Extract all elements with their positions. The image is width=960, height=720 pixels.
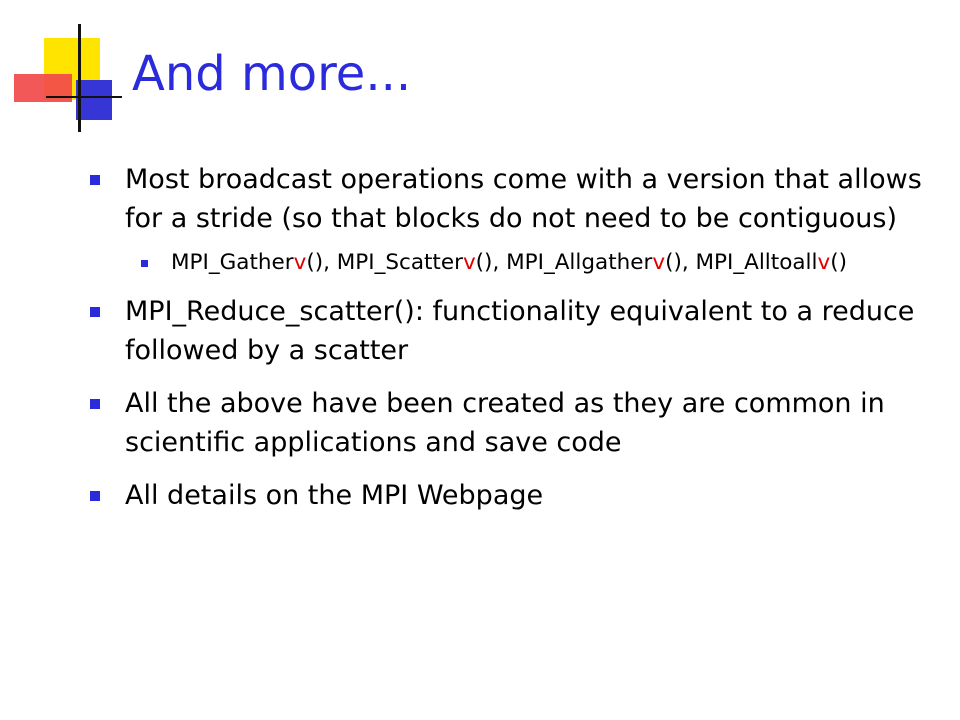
- bullet-text: All the above have been created as they are common in scientific applications and save code: [125, 388, 885, 458]
- horizontal-line: [46, 96, 122, 98]
- text-part: MPI_Gather: [171, 250, 294, 275]
- bullet-item: [88, 160, 928, 238]
- highlight-part: v: [462, 250, 476, 275]
- text-part: (), MPI_Scatter: [306, 250, 463, 275]
- vertical-line: [78, 24, 81, 132]
- bullet-list: [88, 160, 928, 515]
- text-part: (): [830, 250, 847, 275]
- highlight-part: v: [293, 250, 307, 275]
- bullet-marker: [90, 307, 100, 317]
- bullet-text: MPI_Reduce_scatter(): functionality equivalent to a reduce followed by a scatter: [125, 296, 915, 366]
- bullet-item: [88, 292, 928, 370]
- blue-square: [76, 80, 112, 120]
- bullet-text: Most broadcast operations come with a version that allows for a stride (so that blocks do not need to be contiguous): [125, 164, 922, 234]
- highlight-part: v: [652, 250, 666, 275]
- bullet-item: [88, 384, 928, 462]
- slide-logo-decoration: [0, 0, 120, 140]
- text-part: (), MPI_Allgather: [475, 250, 653, 275]
- slide-title: And more...: [132, 46, 412, 102]
- highlight-part: v: [817, 250, 831, 275]
- sub-bullet-text: [171, 250, 847, 275]
- bullet-marker: [90, 175, 100, 185]
- sub-bullet-item: [141, 248, 928, 278]
- bullet-marker: [90, 491, 100, 501]
- bullet-text: All details on the MPI Webpage: [125, 480, 544, 511]
- bullet-marker: [90, 399, 100, 409]
- text-part: (), MPI_Alltoall: [665, 250, 818, 275]
- bullet-marker: [141, 260, 148, 267]
- bullet-item: [88, 476, 928, 515]
